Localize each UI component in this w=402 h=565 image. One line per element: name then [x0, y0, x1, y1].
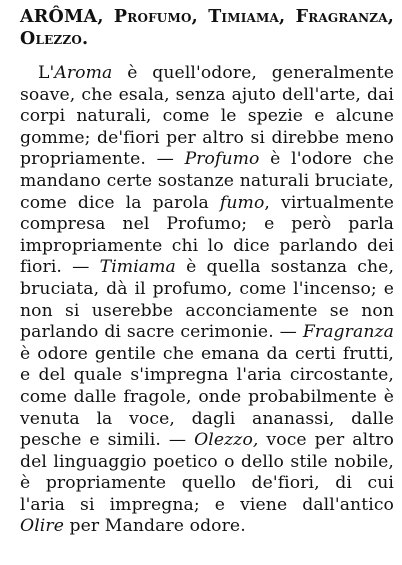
dictionary-entry	[20, 6, 394, 538]
body-text: è l'odore che mandano certe sostanze naturali bruciate, come dice la parola	[20, 149, 394, 213]
headword-olezzo: Olezzo	[20, 29, 83, 49]
headword-timiama: Timiama	[208, 7, 280, 27]
heading-separator: ,	[279, 7, 296, 27]
body-text: è quella sostanza che, bruciata, dà il profumo, come l'incenso; e non si userebbe acconciamente se non parlando di sacre cerimonie. —	[20, 257, 395, 343]
heading-separator: ,	[387, 7, 394, 27]
body-text: L'	[38, 63, 55, 83]
italic-term: fumo	[219, 192, 265, 213]
headword-profumo: Profumo	[113, 7, 192, 27]
italic-term: Profumo	[184, 149, 260, 170]
body-text: , virtualmente compresa nel Profumo; e però parla impropriamente chi lo dice parlando dei fiori. —	[20, 192, 394, 278]
body-text: è quell'odore, generalmente soave, che esala, senza ajuto dell'arte, dai corpi naturali, come le spezie e alcune gomme; de'fiori per altro si direbbe meno propriamente. —	[20, 63, 394, 170]
body-text: è odore gentile che emana da certi frutti, e del quale s'impregna l'aria circostante, come dalle fragole, onde probabilmente è venuta la voce, dagli ananassi, dalle pesche e simili. —	[20, 343, 394, 451]
headword-fragranza: Fragranza	[295, 7, 388, 27]
italic-term: Olire	[20, 516, 64, 537]
italic-term: Olezzo,	[194, 430, 259, 451]
heading-separator: ,	[97, 7, 114, 27]
italic-term: Timiama	[99, 257, 176, 278]
headword-aroma: ARÔMA	[20, 7, 98, 27]
italic-term: Aroma	[54, 63, 113, 83]
heading-separator: ,	[191, 7, 209, 27]
body-text: per Mandare odore.	[63, 516, 246, 537]
entry-body	[20, 63, 394, 538]
heading-end: .	[82, 29, 89, 49]
body-text: voce per altro del linguaggio poetico o dello stile nobile, è propriamente quello de'fiori, di cui l'aria si impregna; e viene dall'antico	[20, 430, 394, 515]
italic-term: Fragranza	[302, 322, 394, 343]
entry-heading	[20, 6, 394, 50]
